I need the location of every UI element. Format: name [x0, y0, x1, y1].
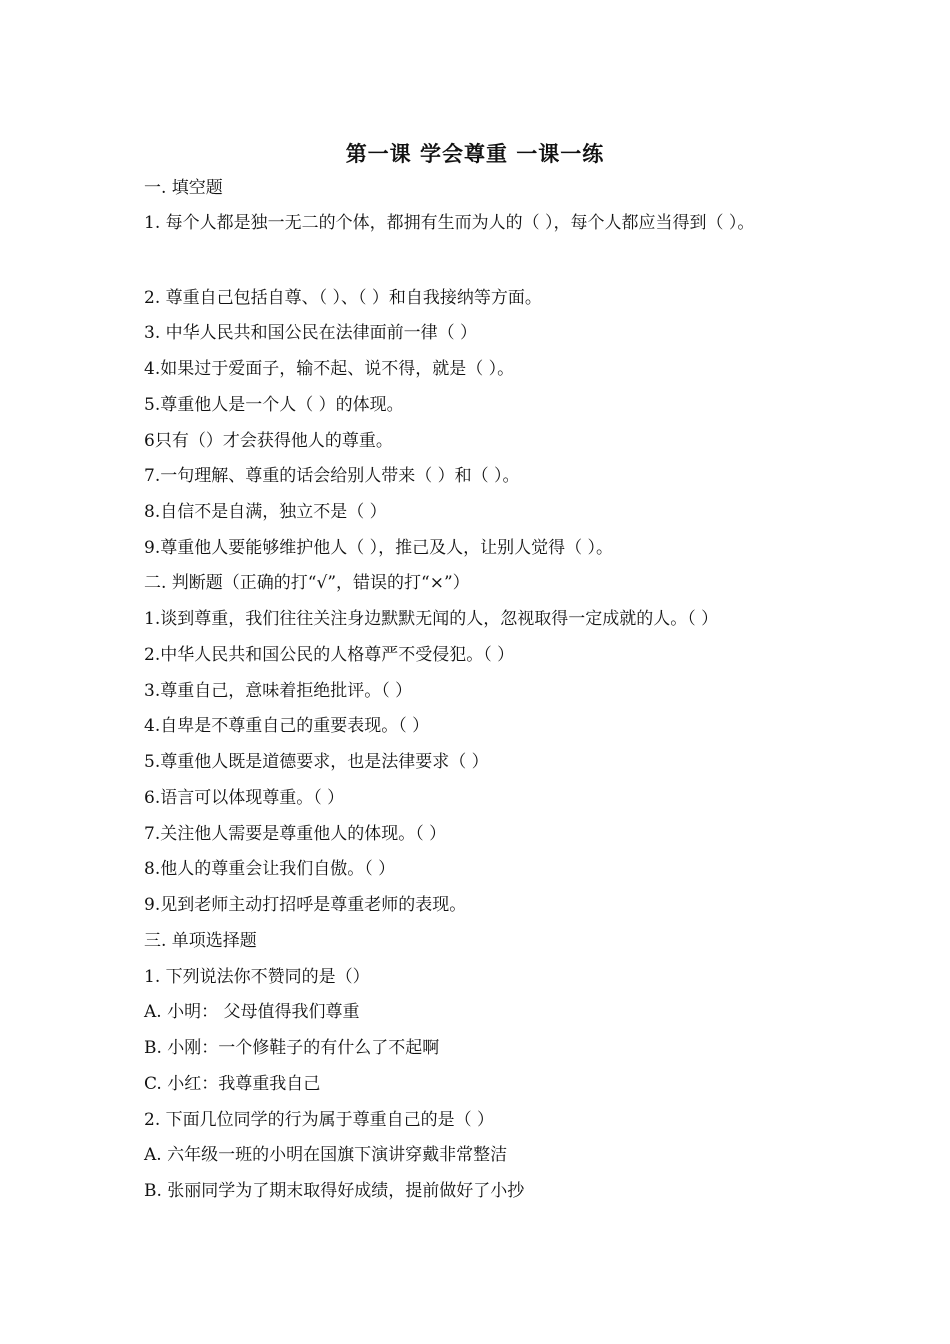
question-item: 1. 每个人都是独一无二的个体，都拥有生而为人的（ ），每个人都应当得到（ ）。	[144, 213, 755, 233]
question-item: 9.尊重他人要能够维护他人（ ），推己及人，让别人觉得（ ）。	[144, 538, 614, 558]
answer-option: B. 张丽同学为了期末取得好成绩，提前做好了小抄	[144, 1181, 525, 1201]
question-item: 5.尊重他人既是道德要求，也是法律要求（ ）	[144, 752, 489, 772]
page-title: 第一课 学会尊重 一课一练	[345, 142, 605, 166]
question-item: 6.语言可以体现尊重。（ ）	[144, 788, 345, 808]
question-item: 2. 下面几位同学的行为属于尊重自己的是（ ）	[144, 1110, 495, 1130]
question-item: 1. 下列说法你不赞同的是（）	[144, 967, 370, 987]
question-item: 9.见到老师主动打招呼是尊重老师的表现。	[144, 895, 467, 915]
answer-option: C. 小红：我尊重我自己	[144, 1074, 321, 1094]
question-item: 3. 中华人民共和国公民在法律面前一律（ ）	[144, 323, 478, 343]
question-item: 2. 尊重自己包括自尊、（ ）、（ ）和自我接纳等方面。	[144, 288, 542, 308]
question-item: 7.一句理解、尊重的话会给别人带来（ ）和（ ）。	[144, 466, 520, 486]
section-heading-single-choice: 三. 单项选择题	[144, 931, 257, 951]
answer-option: A. 小明： 父母值得我们尊重	[144, 1002, 360, 1022]
answer-option: A. 六年级一班的小明在国旗下演讲穿戴非常整洁	[144, 1145, 508, 1165]
question-item: 1.谈到尊重，我们往往关注身边默默无闻的人，忽视取得一定成就的人。（ ）	[144, 609, 719, 629]
question-item: 7.关注他人需要是尊重他人的体现。（ ）	[144, 824, 447, 844]
question-item: 6只有（）才会获得他人的尊重。	[144, 431, 393, 451]
section-heading-true-false: 二. 判断题（正确的打“√”，错误的打“×”）	[144, 573, 470, 593]
answer-option: B. 小刚：一个修鞋子的有什么了不起啊	[144, 1038, 440, 1058]
question-item: 2.中华人民共和国公民的人格尊严不受侵犯。（ ）	[144, 645, 515, 665]
question-item: 3.尊重自己，意味着拒绝批评。（ ）	[144, 681, 413, 701]
question-item: 4.自卑是不尊重自己的重要表现。（ ）	[144, 716, 430, 736]
question-item: 8.自信不是自满，独立不是（ ）	[144, 502, 387, 522]
section-heading-fill-in: 一. 填空题	[144, 178, 223, 198]
question-item: 4.如果过于爱面子，输不起、说不得，就是（ ）。	[144, 359, 515, 379]
question-item: 8.他人的尊重会让我们自傲。（ ）	[144, 859, 396, 879]
question-item: 5.尊重他人是一个人（ ）的体现。	[144, 395, 404, 415]
